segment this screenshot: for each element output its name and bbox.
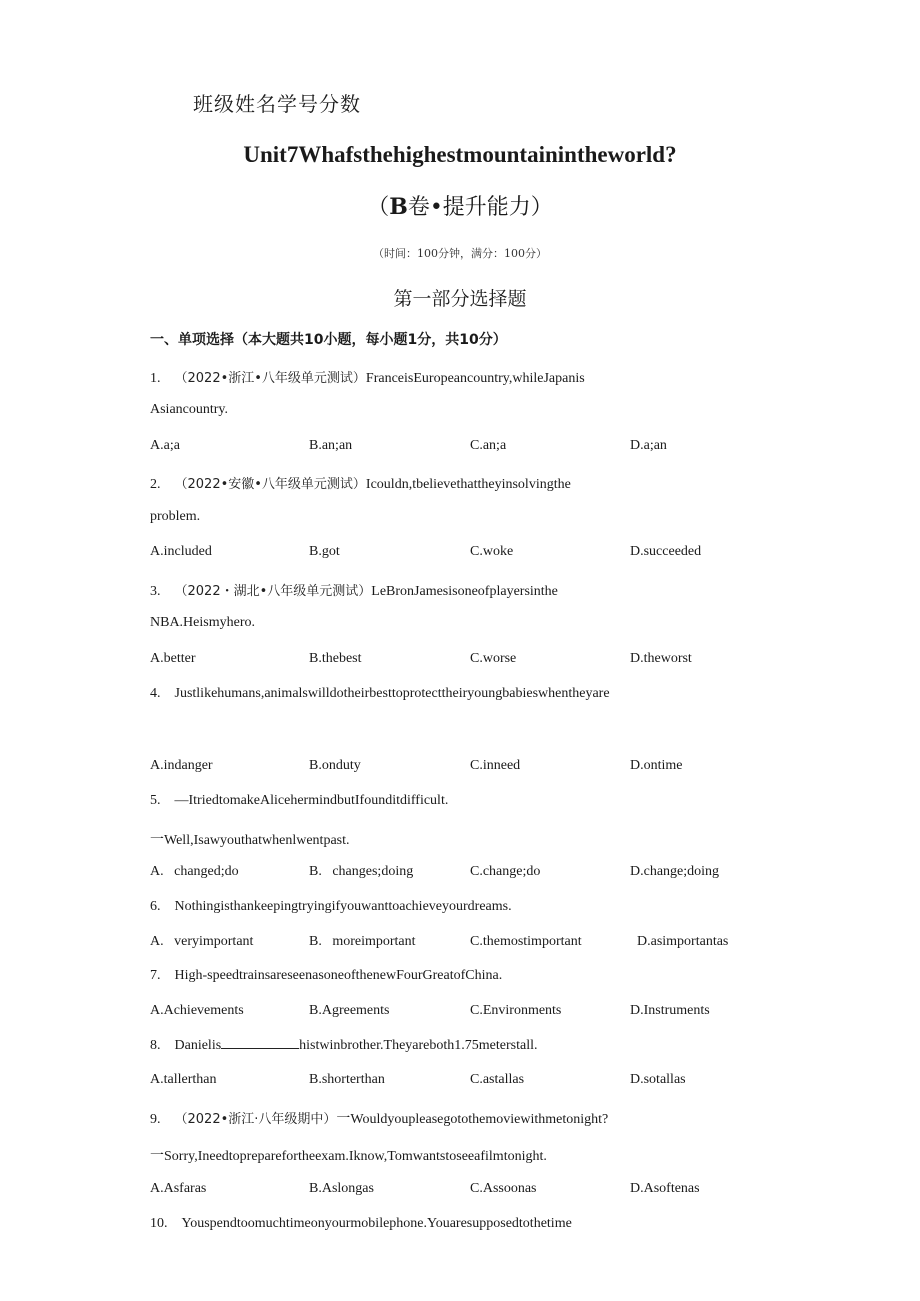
page-title: Unit7Whafsthehighestmountainintheworld? [243,142,677,167]
option-b[interactable]: B.Agreements [309,1003,390,1018]
question-number: 9. [150,1112,161,1127]
question-5 [150,793,448,809]
option-a[interactable]: A.a;a [150,438,180,453]
option-c[interactable]: C.change;do [470,864,541,879]
question-7 [150,968,502,984]
question-number: 2. [150,477,161,492]
question-4 [150,686,610,702]
option-c[interactable]: C.inneed [470,758,521,773]
question-number: 6. [150,899,161,914]
question-continuation: 一Sorry,Ineedtopreparefortheexam.Iknow,Tomwantstoseeafilmtonight. [150,1149,547,1164]
question-continuation: Asiancountry. [150,402,229,417]
option-b[interactable]: B. moreimportant [309,934,416,949]
part-heading: 第一部分选择题 [393,288,527,310]
question-9 [150,1108,608,1128]
question-number: 7. [150,968,161,983]
question-text: Youspendtoomuchtimeonyourmobilephone.Youaresupposedtothetime [181,1216,572,1231]
option-d[interactable]: D.ontime [630,758,683,773]
answer-blank[interactable] [221,1038,299,1049]
option-d[interactable]: D.Instruments [630,1003,710,1018]
question-3 [150,580,558,600]
section-heading: 一、单项选择（本大题共10小题，每小题1分，共10分） [150,332,507,348]
subtitle-rest: 卷•提升能力） [407,195,553,220]
question-source: （2022•安徽•八年级单元测试） [174,477,366,492]
question-number: 4. [150,686,161,701]
question-1 [150,367,585,387]
question-number: 5. [150,793,161,808]
option-b[interactable]: B.Aslongas [309,1181,374,1196]
question-number: 1. [150,371,161,386]
option-d[interactable]: D.theworst [630,651,692,666]
option-d[interactable]: D.change;doing [630,864,720,879]
option-a[interactable]: A.included [150,544,212,559]
option-d[interactable]: D.a;an [630,438,667,453]
option-c[interactable]: C.an;a [470,438,507,453]
question-number: 10. [150,1216,168,1231]
option-a[interactable]: A.better [150,651,196,666]
option-c[interactable]: C.worse [470,651,517,666]
paper-subtitle [0,190,920,221]
option-d[interactable]: D.sotallas [630,1072,686,1087]
question-10 [150,1216,572,1232]
question-text: Icouldn,tbelievethattheyinsolvingthe [365,477,571,492]
subtitle-open: （ [367,195,390,220]
question-text: FranceisEuropeancountry,whileJapanis [365,371,585,386]
option-a[interactable]: A.tallerthan [150,1072,217,1087]
option-b[interactable]: B.shorterthan [309,1072,385,1087]
time-note: （时间：100分钟，满分：100分） [373,247,547,260]
option-a[interactable]: A. veryimportant [150,934,254,949]
question-continuation: 一Well,Isawyouthatwhenlwentpast. [150,833,350,848]
question-text: Justlikehumans,animalswilldotheirbesttoprotecttheiryoungbabieswhentheyare [174,686,610,701]
option-a[interactable]: A.Achievements [150,1003,244,1018]
question-text: High-speedtrainsareseenasoneofthenewFourGreatofChina. [174,968,503,983]
subtitle-bold: B [389,194,408,220]
option-a[interactable]: A. changed;do [150,864,239,879]
question-text-before: Danielis [174,1038,222,1053]
option-b[interactable]: B.an;an [309,438,353,453]
question-8 [150,1038,537,1054]
question-text: Nothingisthankeepingtryingifyouwanttoachieveyourdreams. [174,899,512,914]
question-6 [150,899,512,915]
option-a[interactable]: A.indanger [150,758,213,773]
question-2 [150,473,571,493]
option-d[interactable]: D.asimportantas [637,934,729,949]
question-number: 3. [150,584,161,599]
student-info-fields: 班级姓名学号分数 [193,92,361,116]
option-b[interactable]: B. changes;doing [309,864,414,879]
question-source: （2022・湖北•八年级单元测试） [174,584,372,599]
option-c[interactable]: C.Assoonas [470,1181,537,1196]
option-c[interactable]: C.astallas [470,1072,525,1087]
question-source: （2022•浙江·八年级期中） [174,1112,337,1127]
question-text: 一Wouldyoupleasegotothemoviewithmetonight? [336,1112,609,1127]
option-c[interactable]: C.woke [470,544,514,559]
option-d[interactable]: D.Asoftenas [630,1181,700,1196]
option-c[interactable]: C.themostimportant [470,934,582,949]
question-text: LeBronJamesisoneofplayersinthe [371,584,558,599]
option-d[interactable]: D.succeeded [630,544,702,559]
option-c[interactable]: C.Environments [470,1003,562,1018]
option-a[interactable]: A.Asfaras [150,1181,207,1196]
question-number: 8. [150,1038,161,1053]
option-b[interactable]: B.got [309,544,340,559]
question-text: —ItriedtomakeAlicehermindbutIfounditdifficult. [174,793,449,808]
option-b[interactable]: B.thebest [309,651,362,666]
question-continuation: problem. [150,509,201,524]
option-b[interactable]: B.onduty [309,758,361,773]
question-source: （2022•浙江•八年级单元测试） [174,371,366,386]
question-continuation: NBA.Heismyhero. [150,615,255,630]
question-text-after: histwinbrother.Theyareboth1.75meterstall. [299,1038,538,1053]
